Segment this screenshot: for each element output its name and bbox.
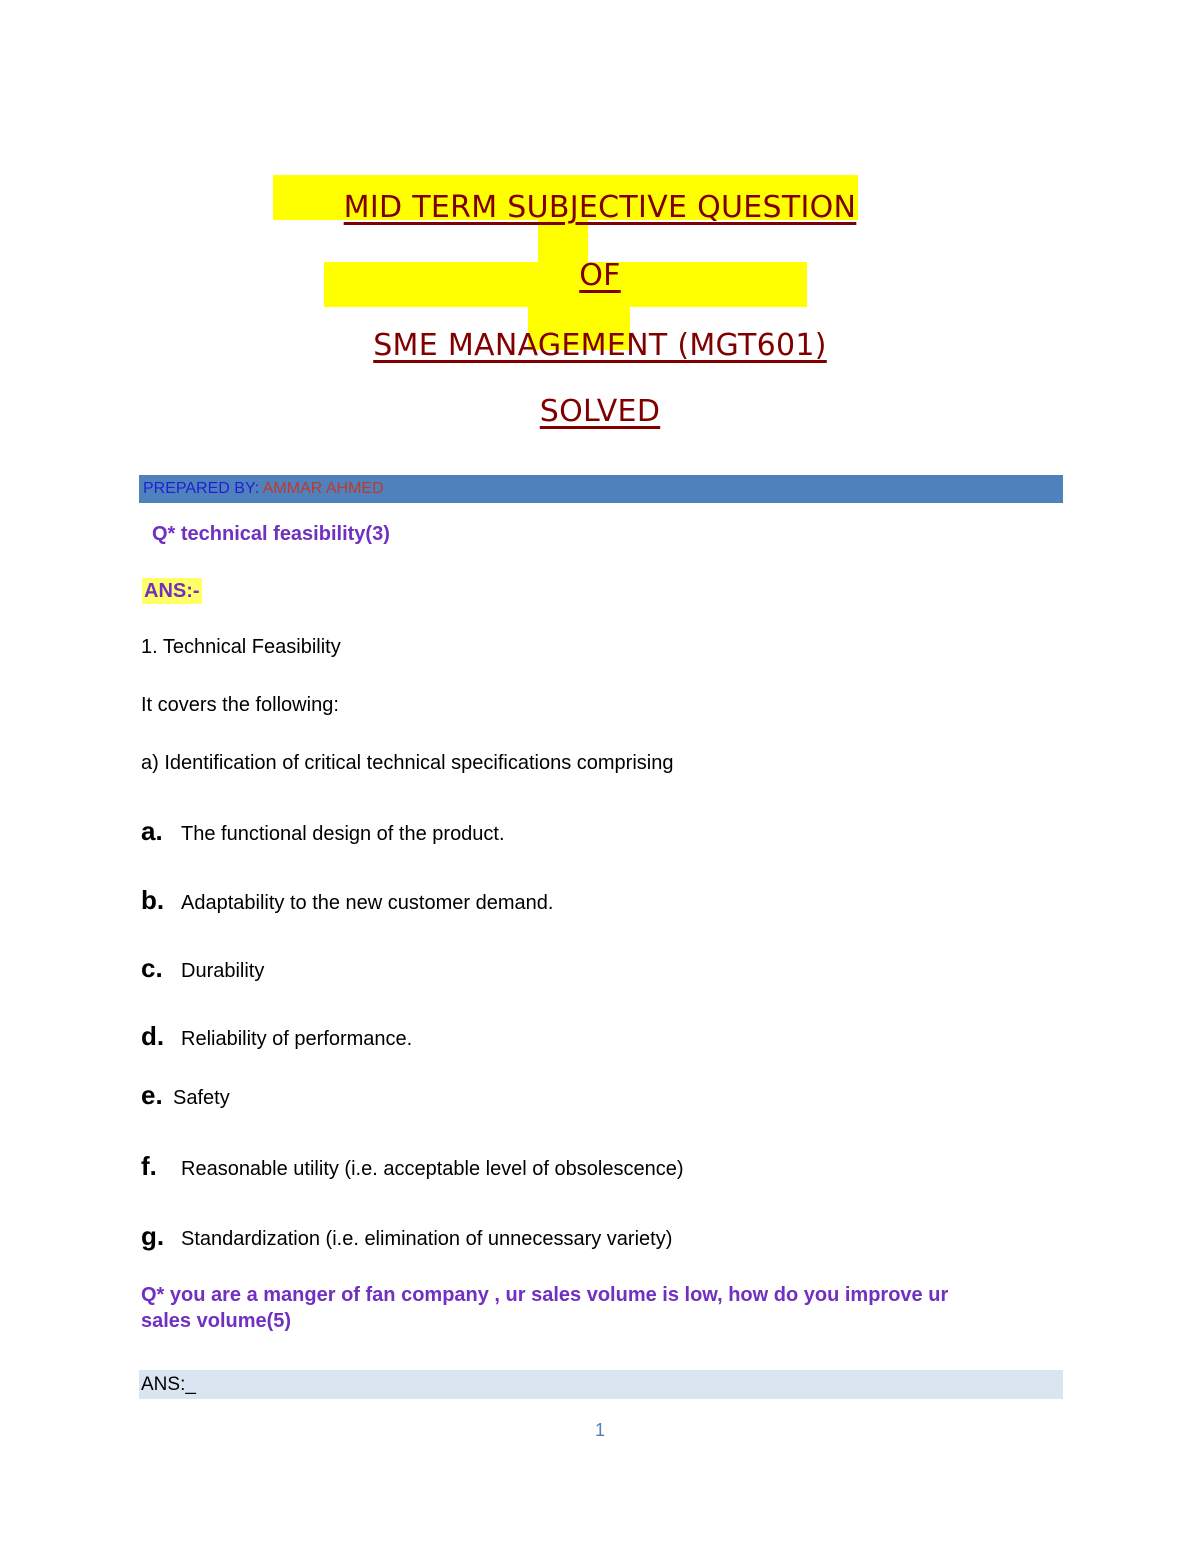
- prepared-by-label: PREPARED BY:: [143, 480, 260, 497]
- page-number: 1: [594, 1420, 605, 1440]
- prepared-by-name: AMMAR AHMED: [262, 480, 384, 497]
- list-marker: f.: [141, 1151, 157, 1181]
- title-line-3: SME MANAGEMENT (MGT601): [373, 328, 827, 363]
- title-line-1: MID TERM SUBJECTIVE QUESTION: [343, 190, 857, 225]
- list-marker: g.: [141, 1221, 165, 1251]
- list-item: [141, 1221, 672, 1252]
- list-marker: a.: [141, 816, 163, 846]
- list-text: Standardization (i.e. elimination of unnecessary variety): [181, 1228, 673, 1250]
- prepared-by-bar: [139, 475, 1063, 503]
- list-item: [141, 885, 553, 916]
- title-line-2: OF: [579, 258, 621, 293]
- answer-1-label: ANS:-: [144, 580, 200, 602]
- list-marker: b.: [141, 885, 165, 915]
- list-item: [141, 1151, 684, 1182]
- question-2-line-1: Q* you are a manger of fan company , ur sales volume is low, how do you improve ur: [141, 1284, 949, 1306]
- question-2-line-2: sales volume(5): [141, 1310, 292, 1332]
- list-marker: d.: [141, 1021, 165, 1051]
- list-item: [141, 1021, 412, 1052]
- answer-2-label: ANS:_: [141, 1374, 196, 1395]
- list-text: Reasonable utility (i.e. acceptable level of obsolescence): [181, 1158, 684, 1180]
- answer-sub: a) Identification of critical technical specifications comprising: [141, 752, 674, 774]
- list-text: The functional design of the product.: [181, 823, 505, 845]
- list-item: [141, 1080, 230, 1111]
- list-item: [141, 816, 505, 847]
- list-text: Safety: [173, 1087, 230, 1109]
- list-text: Adaptability to the new customer demand.: [181, 892, 554, 914]
- title-line-4: SOLVED: [539, 394, 661, 429]
- list-item: [141, 953, 264, 984]
- answer-2-bar: [139, 1370, 1063, 1399]
- list-marker: e.: [141, 1080, 163, 1110]
- list-marker: c.: [141, 953, 163, 983]
- answer-intro: It covers the following:: [141, 694, 339, 716]
- question-1: Q* technical feasibility(3): [152, 523, 390, 545]
- list-text: Durability: [181, 960, 265, 982]
- list-text: Reliability of performance.: [181, 1028, 413, 1050]
- answer-heading: 1. Technical Feasibility: [141, 636, 341, 658]
